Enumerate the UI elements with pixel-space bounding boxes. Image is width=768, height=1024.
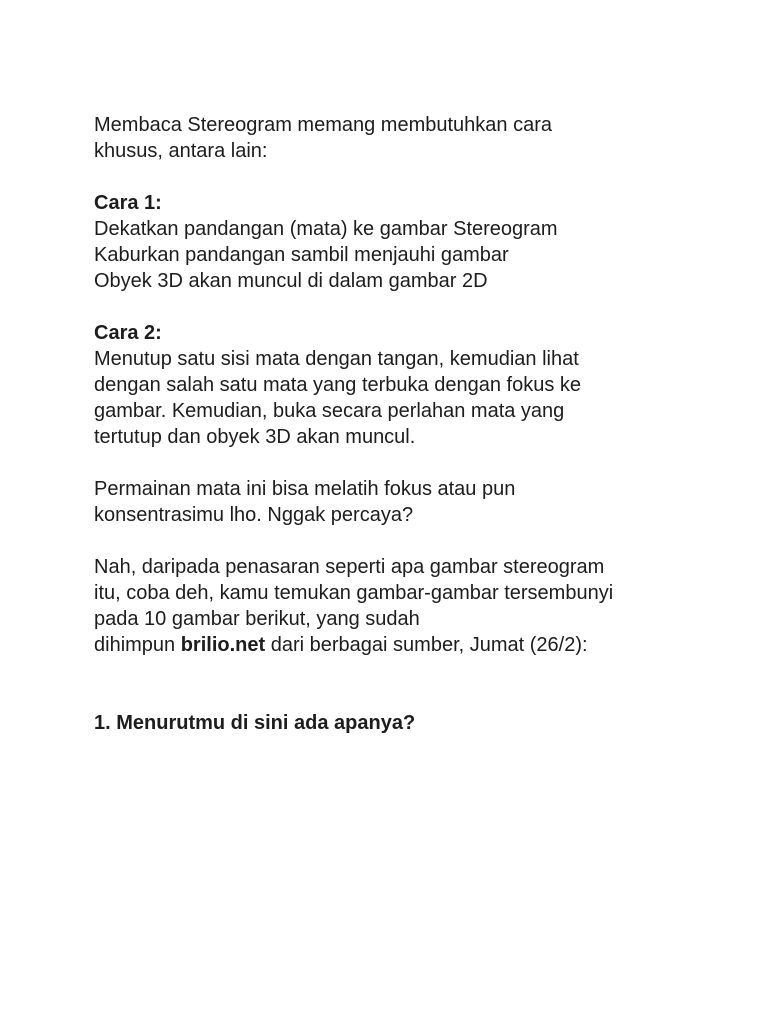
- cara-2-text-line: Menutup satu sisi mata dengan tangan, kemudian lihat: [94, 348, 579, 370]
- cara-2-heading: Cara 2:: [94, 322, 162, 344]
- article-body: [94, 112, 734, 736]
- nah-line: itu, coba deh, kamu temukan gambar-gambar tersembunyi: [94, 582, 614, 604]
- nah-prefix: dihimpun: [94, 634, 181, 656]
- nah-suffix: dari berbagai sumber, Jumat (26/2):: [265, 634, 588, 656]
- permainan-line: konsentrasimu lho. Nggak percaya?: [94, 504, 414, 526]
- nah-line: pada 10 gambar berikut, yang sudah: [94, 608, 420, 630]
- question-1-heading: 1. Menurutmu di sini ada apanya?: [94, 712, 416, 734]
- nah-last-line: [94, 632, 734, 658]
- cara-2-text-line: dengan salah satu mata yang terbuka dengan fokus ke: [94, 374, 582, 396]
- cara-2-section: [94, 320, 734, 450]
- permainan-line: Permainan mata ini bisa melatih fokus atau pun: [94, 478, 516, 500]
- cara-2-text-line: tertutup dan obyek 3D akan muncul.: [94, 426, 416, 448]
- intro-line: Membaca Stereogram memang membutuhkan cara: [94, 114, 552, 136]
- permainan-paragraph: [94, 476, 734, 528]
- intro-paragraph: [94, 112, 734, 164]
- cara-1-step: Obyek 3D akan muncul di dalam gambar 2D: [94, 270, 488, 292]
- cara-1-step: Kaburkan pandangan sambil menjauhi gambar: [94, 244, 509, 266]
- intro-line: khusus, antara lain:: [94, 140, 268, 162]
- cara-1-step: Dekatkan pandangan (mata) ke gambar Stereogram: [94, 218, 558, 240]
- nah-paragraph: [94, 554, 734, 658]
- brilio-link[interactable]: brilio.net: [180, 634, 266, 656]
- nah-line: Nah, daripada penasaran seperti apa gambar stereogram: [94, 556, 605, 578]
- cara-1-heading: Cara 1:: [94, 192, 162, 214]
- cara-2-text-line: gambar. Kemudian, buka secara perlahan mata yang: [94, 400, 565, 422]
- cara-1-section: [94, 190, 734, 294]
